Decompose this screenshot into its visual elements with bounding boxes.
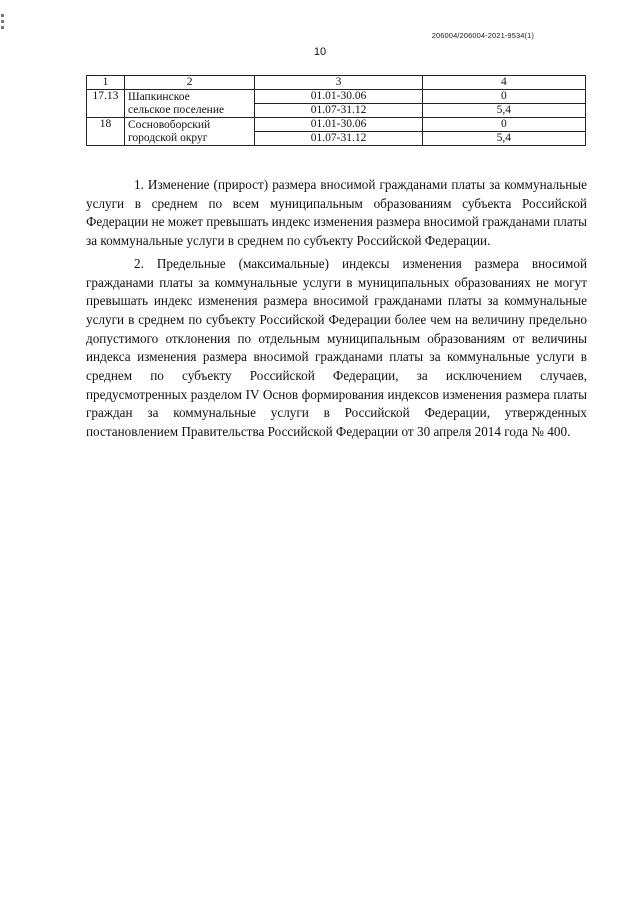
period-cell: 01.07-31.12 [255,132,422,146]
scan-margin-mark [1,14,4,36]
index-value-cell: 5,4 [422,104,585,118]
column-header: 2 [124,76,254,90]
municipality-name [124,90,254,118]
index-value-cell: 5,4 [422,132,585,146]
column-header: 4 [422,76,585,90]
period-cell: 01.07-31.12 [255,104,422,118]
municipality-name-line: сельское поселение [127,104,225,116]
table-row [87,118,586,132]
municipality-name-line: Сосновоборский [127,119,211,131]
row-number: 18 [87,118,125,146]
table-row [87,90,586,104]
period-cell: 01.01-30.06 [255,90,422,104]
tariff-index-table [86,75,586,146]
column-header: 1 [87,76,125,90]
column-header: 3 [255,76,422,90]
page-number: 10 [313,46,327,58]
body-text [86,176,587,446]
period-cell: 01.01-30.06 [255,118,422,132]
table-header-row [87,76,586,90]
document-number: 206004/206004-2021-9534(1) [431,31,534,40]
paragraph-1: 1. Изменение (прирост) размера вносимой гражданами платы за коммунальные услуги в среднем по всем муниципальным образованиям субъекта Российской Федерации не может превышать индекс изменения размера вносимой гражданами платы за коммунальные услуги в среднем по субъекту Российской Федерации. [86,177,587,249]
row-number: 17.13 [87,90,125,118]
municipality-name-line: городской округ [127,132,208,144]
municipality-name-line: Шапкинское [127,91,190,103]
municipality-name [124,118,254,146]
index-value-cell: 0 [422,90,585,104]
index-value-cell: 0 [422,118,585,132]
paragraph-2: 2. Предельные (максимальные) индексы изменения размера вносимой гражданами платы за коммунальные услуги в муниципальных образованиях не могут превышать индекс изменения размера вносимой гражданами платы за коммунальные услуги в среднем по субъекту Российской Федерации более чем на величину предельно допустимого отклонения по отдельным муниципальным образованиям от величины индекса изменения размера вносимой гражданами платы за коммунальные услуги в среднем по субъекту Российской Федерации, за исключением случаев, предусмотренных разделом IV Основ формирования индексов изменения размера платы граждан за коммунальные услуги в Российской Федерации, утвержденных постановлением Правительства Российской Федерации от 30 апреля 2014 года № 400. [86,255,587,440]
